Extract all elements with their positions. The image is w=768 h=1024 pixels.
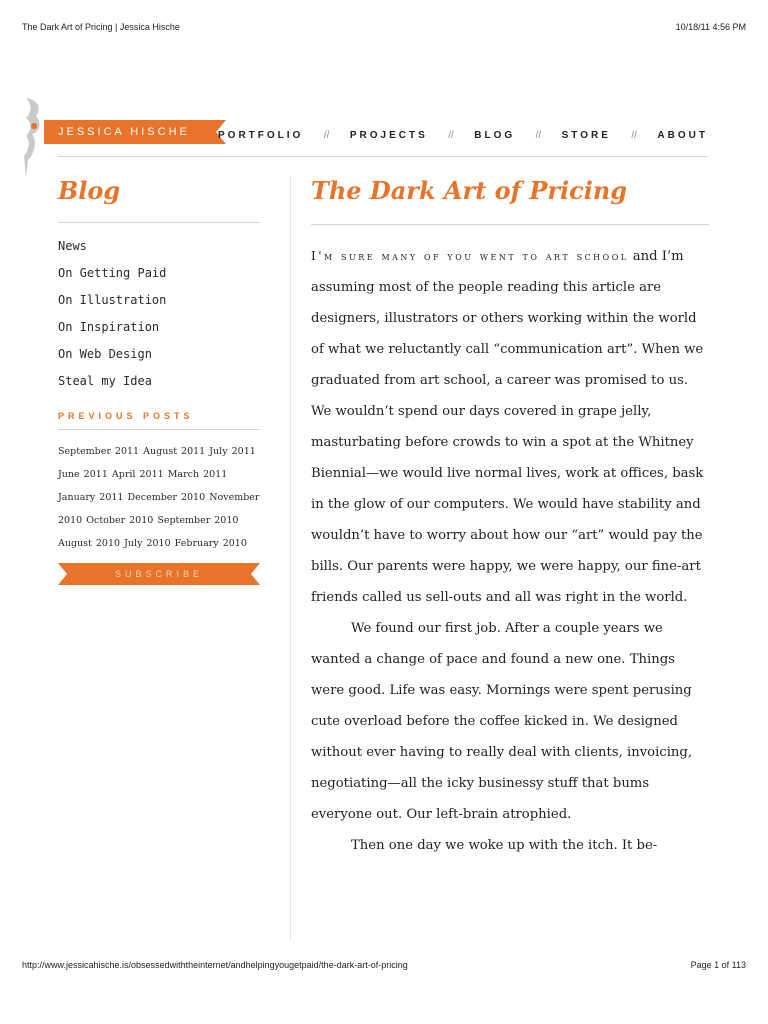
sidebar-title: Blog <box>58 176 121 205</box>
archive-link[interactable]: August 2011 <box>143 446 206 457</box>
archive-list <box>58 440 260 555</box>
print-header <box>22 22 746 32</box>
category-on-inspiration[interactable]: On Inspiration <box>58 320 160 334</box>
main-nav <box>218 130 708 141</box>
archive-link[interactable]: July 2011 <box>209 446 256 457</box>
archive-link[interactable]: April 2011 <box>111 469 164 480</box>
category-list <box>58 237 260 399</box>
archive-link[interactable]: September 2010 <box>157 515 239 526</box>
sidebar-divider <box>58 429 260 430</box>
article-divider <box>311 224 709 225</box>
nav-separator: // <box>448 130 454 141</box>
article-lead: I'm sure many of you went to art school <box>311 249 629 263</box>
archive-link[interactable]: January 2011 <box>58 492 124 503</box>
category-news[interactable]: News <box>58 239 87 253</box>
article-paragraph: Then one day we woke up with the itch. It be- <box>351 838 658 853</box>
archive-link[interactable]: September 2011 <box>58 446 140 457</box>
category-on-getting-paid[interactable]: On Getting Paid <box>58 266 167 280</box>
article-paragraph: We found our first job. After a couple years we wanted a change of pace and found a new one. Things were good. Life was easy. Mornings were spent perusing cute overload before the coffee kicked in. We designed without ever having to really deal with clients, invoicing, negotiating—all the icky businessy stuff that bums everyone out. Our left-brain atrophied. <box>311 621 693 822</box>
nav-separator: // <box>631 130 637 141</box>
archive-link[interactable]: July 2010 <box>124 538 171 549</box>
archive-link[interactable]: June 2011 <box>58 469 108 480</box>
sidebar-divider <box>58 222 260 223</box>
print-url: http://www.jessicahische.is/obsessedwiththeinternet/andhelpingyougetpaid/the-dark-art-of-pricing <box>22 960 408 970</box>
nav-separator: // <box>535 130 542 141</box>
print-page-number: Page 1 of 113 <box>690 960 746 970</box>
nav-blog[interactable]: BLOG <box>474 130 516 141</box>
nav-portfolio[interactable]: PORTFOLIO <box>218 130 304 141</box>
nav-store[interactable]: STORE <box>561 130 611 141</box>
sidebar <box>58 176 260 585</box>
print-title: The Dark Art of Pricing | Jessica Hische <box>22 22 180 32</box>
archive-link[interactable]: March 2011 <box>167 469 228 480</box>
archive-link[interactable]: August 2010 <box>58 538 121 549</box>
article-paragraph <box>311 241 709 613</box>
print-footer <box>22 960 746 970</box>
archive-link[interactable]: October 2010 <box>86 515 154 526</box>
previous-posts-label: PREVIOUS POSTS <box>58 411 194 421</box>
article-paragraph-text: and I’m assuming most of the people reading this article are designers, illustrators or others working within the world of what we reluctantly call “communication art”. When we graduated from art school, a career was promised to us. We wouldn’t spend our days covered in grape jelly, masturbating before crowds to win a spot at the Whitney Biennial—we would live normal lives, work at offices, bask in the glow of our computers. We would have stability and wouldn’t have to worry about how our “art” would pay the bills. Our parents were happy, we were happy, our fine-art friends called us sell-outs and all was right in the world. <box>311 249 704 605</box>
nav-projects[interactable]: PROJECTS <box>349 130 428 141</box>
logo-ornament-icon <box>22 96 44 180</box>
nav-about[interactable]: ABOUT <box>657 130 708 141</box>
article-title: The Dark Art of Pricing <box>311 176 628 205</box>
category-on-web-design[interactable]: On Web Design <box>58 347 152 361</box>
column-divider <box>290 176 291 940</box>
subscribe-button[interactable]: SUBSCRIBE <box>58 563 260 585</box>
article <box>311 176 709 861</box>
archive-link[interactable]: December 2010 <box>127 492 206 503</box>
category-steal-my-idea[interactable]: Steal my Idea <box>58 374 152 388</box>
print-datetime: 10/18/11 4:56 PM <box>675 22 746 32</box>
site-logo[interactable]: JESSICA HISCHE <box>44 120 216 144</box>
article-body <box>311 241 709 861</box>
category-on-illustration[interactable]: On Illustration <box>58 293 167 307</box>
archive-link[interactable]: November 2010 <box>58 492 260 526</box>
nav-divider <box>58 156 708 157</box>
nav-separator: // <box>323 130 330 141</box>
archive-link[interactable]: February 2010 <box>174 538 247 549</box>
